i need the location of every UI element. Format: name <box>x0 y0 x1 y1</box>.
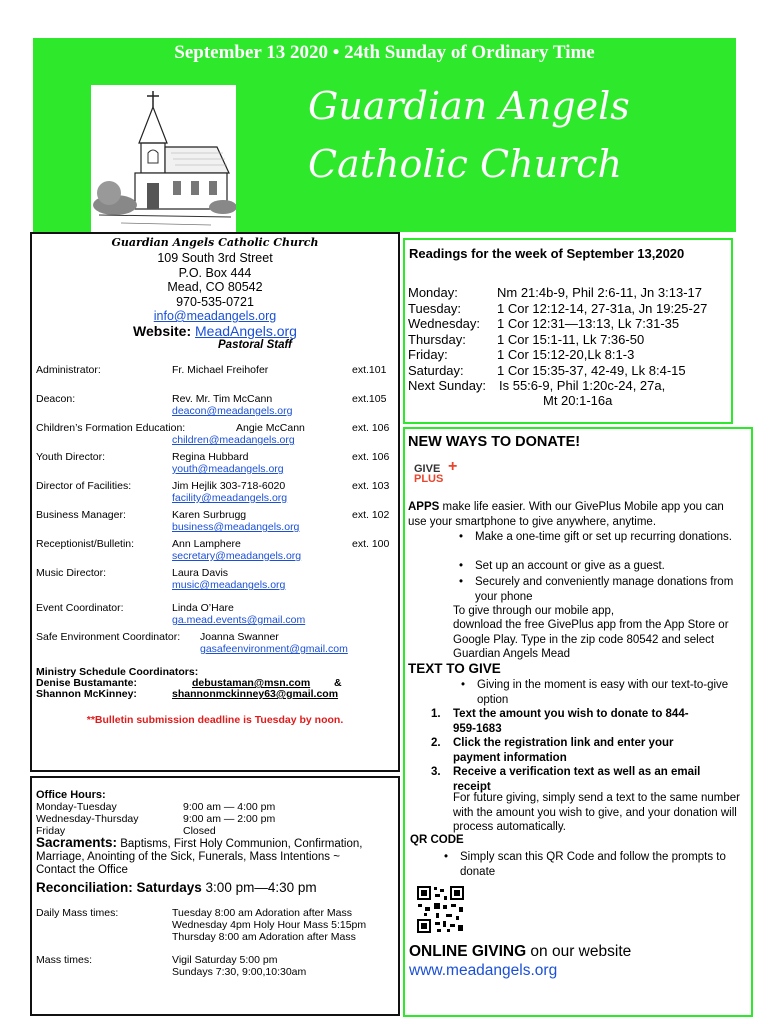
office-hours-heading: Office Hours: <box>36 789 106 801</box>
mass-time-line: Vigil Saturday 5:00 pm <box>172 954 278 966</box>
reconciliation-line <box>36 880 317 895</box>
website-link[interactable]: MeadAngels.org <box>195 323 297 339</box>
bulletin-deadline: **Bulletin submission deadline is Tuesday by noon. <box>86 714 344 726</box>
staff-name: Fr. Michael Freihofer <box>172 364 269 376</box>
staff-ext: ext. 100 <box>352 538 390 550</box>
online-giving-line <box>409 943 631 961</box>
coordinator-name: Denise Bustamante: <box>36 677 137 689</box>
app-bullet: • Make a one-time gift or set up recurring donations. <box>475 530 740 545</box>
staff-role: Children’s Formation Education: <box>36 422 186 434</box>
staff-email[interactable]: facility@meadangels.org <box>172 492 288 504</box>
sacraments-label: Sacraments: <box>36 835 118 850</box>
step-number: 1. <box>431 708 441 720</box>
reading-text: 1 Cor 15:1-11, Lk 7:36-50 <box>497 331 645 347</box>
daily-mass-line: Wednesday 4pm Holy Hour Mass 5:15pm <box>172 919 367 931</box>
phone-number: 970-535-0721 <box>176 294 254 309</box>
coordinator-email[interactable]: shannonmckinney63@gmail.com <box>172 688 339 700</box>
address-block <box>30 251 400 324</box>
reading-text: Is 55:6-9, Phil 1:20c-24, 27a, <box>499 378 666 393</box>
website-url-link[interactable]: www.meadangels.org <box>409 962 558 979</box>
text-bullet: • Giving in the moment is easy with our text-to-give option <box>477 678 737 707</box>
mass-times-label: Mass times: <box>36 954 93 966</box>
future-giving-text: For future giving, simply send a text to the same number with the amount you wish to give, and your donation will process automatically. <box>453 792 740 833</box>
apps-paragraph <box>408 500 743 529</box>
church-sketch-image <box>91 85 236 233</box>
reading-day: Friday: <box>408 347 448 362</box>
text-to-give-heading: TEXT TO GIVE <box>408 661 501 676</box>
apps-label: APPS <box>408 501 440 513</box>
staff-email[interactable]: secretary@meadangels.org <box>172 550 302 562</box>
staff-ext: ext.101 <box>352 364 387 376</box>
staff-name: Rev. Mr. Tim McCann <box>172 393 273 405</box>
staff-ext: ext. 106 <box>352 451 390 463</box>
staff-name: Regina Hubbard <box>172 451 249 463</box>
readings-days <box>408 285 480 378</box>
reading-text-cont: Mt 20:1-16a <box>543 393 613 408</box>
reading-day: Tuesday: <box>408 300 461 316</box>
office-day: Wednesday-Thursday <box>36 813 139 825</box>
office-hour: Closed <box>183 825 216 837</box>
reading-day: Next Sunday: <box>408 378 487 393</box>
street-address: 109 South 3rd Street <box>157 251 273 265</box>
online-giving-text: on our website <box>526 943 632 960</box>
reconciliation-day: : Saturdays <box>128 880 202 895</box>
office-hours <box>183 801 275 837</box>
staff-ext: ext.105 <box>352 393 387 405</box>
date-line: September 13 2020 • 24th Sunday of Ordinary Time <box>174 42 595 63</box>
staff-email[interactable]: children@meadangels.org <box>172 434 295 446</box>
reading-day: Thursday: <box>408 331 466 347</box>
staff-role: Deacon: <box>36 393 76 405</box>
giveplus-logo <box>414 458 458 485</box>
ampersand: & <box>334 677 342 689</box>
daily-mass-line: Tuesday 8:00 am Adoration after Mass <box>172 907 352 919</box>
online-giving-label: ONLINE GIVING <box>409 943 527 960</box>
app-instructions-2: download the free GivePlus app from the App Store or Google Play. Type in the zip code 80542 and select Guardian Angels Mead <box>453 619 729 660</box>
reading-text: 1 Cor 15:12-20,Lk 8:1-3 <box>497 347 635 362</box>
qr-code-image[interactable] <box>416 885 465 934</box>
daily-mass-times <box>172 907 366 943</box>
step-text: Receive a verification text as well as an email receipt <box>453 766 701 793</box>
church-title-line1: Guardian Angels <box>308 84 630 128</box>
app-instructions-1: To give through our mobile app, <box>453 605 615 617</box>
reading-text: Nm 21:4b-9, Phil 2:6-11, Jn 3:13-17 <box>497 285 702 300</box>
staff-email[interactable]: deacon@meadangels.org <box>172 405 293 417</box>
staff-name: Linda O’Hare <box>172 602 234 614</box>
apps-text: make life easier. With our GivePlus Mobile app you can use your smartphone to give anywhere, anytime. <box>408 501 724 528</box>
qr-bullet: • Simply scan this QR Code and follow the prompts to donate <box>460 850 745 879</box>
staff-role: Music Director: <box>36 567 107 579</box>
city-state-zip: Mead, CO 80542 <box>167 280 263 294</box>
reading-day: Monday: <box>408 285 458 300</box>
staff-role: Business Manager: <box>36 509 126 521</box>
sacraments-paragraph <box>36 836 376 877</box>
coordinator-email[interactable]: debustaman@msn.com <box>192 677 311 689</box>
office-day: Monday-Tuesday <box>36 801 117 813</box>
staff-ext: ext. 102 <box>352 509 390 521</box>
staff-ext: ext. 103 <box>352 480 390 492</box>
mass-times <box>172 954 306 978</box>
coordinator-name: Shannon McKinney: <box>36 688 137 700</box>
sacraments-text: Baptisms, First Holy Communion, Confirmation, Marriage, Anointing of the Sick, Funerals, Mass Intentions ~ Contact the Office <box>36 838 363 876</box>
step-text: Text the amount you wish to donate to 844-959-1683 <box>453 708 689 735</box>
header-banner <box>33 38 736 232</box>
staff-name: Ann Lamphere <box>172 538 241 550</box>
po-box: P.O. Box 444 <box>178 265 252 280</box>
staff-role: Receptionist/Bulletin: <box>36 538 135 550</box>
staff-role: Youth Director: <box>36 451 106 463</box>
qr-code-heading: QR CODE <box>410 834 464 846</box>
website-label: Website: <box>133 323 192 339</box>
staff-email[interactable]: ga.mead.events@gmail.com <box>172 614 306 626</box>
reconciliation-label: Reconciliation <box>36 880 129 895</box>
staff-email[interactable]: youth@meadangels.org <box>172 463 284 475</box>
office-hour: 9:00 am — 4:00 pm <box>183 801 276 813</box>
staff-ext: ext. 106 <box>352 422 390 434</box>
daily-mass-label: Daily Mass times: <box>36 907 119 919</box>
staff-role: Event Coordinator: <box>36 602 124 614</box>
staff-email[interactable]: gasafeenvironment@gmail.com <box>200 643 348 655</box>
staff-name: Joanna Swanner <box>200 631 279 643</box>
office-hour: 9:00 am — 2:00 pm <box>183 813 276 825</box>
pastoral-staff-heading: Pastoral Staff <box>218 339 292 351</box>
church-name-small: Guardian Angels Catholic Church <box>111 236 319 249</box>
email-link[interactable]: info@meadangels.org <box>153 309 277 323</box>
staff-name: Karen Surbrugg <box>172 509 247 521</box>
staff-role: Safe Environment Coordinator: <box>36 631 181 643</box>
office-days <box>36 801 139 837</box>
staff-role: Administrator: <box>36 364 101 376</box>
giveplus-plus-icon: + <box>448 458 458 475</box>
staff-name: Angie McCann <box>236 422 305 434</box>
reading-day: Saturday: <box>408 362 464 378</box>
step-text: Click the registration link and enter your payment information <box>453 737 674 764</box>
readings-heading: Readings for the week of September 13,2020 <box>409 246 685 261</box>
daily-mass-line: Thursday 8:00 am Adoration after Mass <box>172 931 356 943</box>
donate-heading: NEW WAYS TO DONATE! <box>408 434 581 450</box>
reading-text: 1 Cor 12:12-14, 27-31a, Jn 19:25-27 <box>497 300 708 316</box>
reading-text: 1 Cor 12:31—13:13, Lk 7:31-35 <box>497 316 680 331</box>
mass-time-line: Sundays 7:30, 9:00,10:30am <box>172 966 307 978</box>
office-day: Friday <box>36 825 66 837</box>
church-title-line2: Catholic Church <box>308 142 622 186</box>
readings-texts <box>497 285 707 378</box>
reading-day: Wednesday: <box>408 316 481 331</box>
website-line <box>30 323 400 339</box>
staff-email[interactable]: business@meadangels.org <box>172 521 300 533</box>
giveplus-logo-line1: GIVE <box>414 463 441 475</box>
staff-name: Laura Davis <box>172 567 229 579</box>
ministry-heading: Ministry Schedule Coordinators: <box>36 666 199 678</box>
step-number: 3. <box>431 766 441 778</box>
staff-name: Jim Hejlik 303-718-6020 <box>172 480 286 492</box>
app-bullet: • Securely and conveniently manage donations from your phone <box>475 575 740 604</box>
reading-text: 1 Cor 15:35-37, 42-49, Lk 8:4-15 <box>497 362 686 378</box>
reconciliation-time: 3:00 pm—4:30 pm <box>201 880 317 895</box>
step-number: 2. <box>431 737 441 749</box>
app-bullet: • Set up an account or give as a guest. <box>475 559 740 574</box>
staff-email[interactable]: music@meadangels.org <box>172 579 286 591</box>
staff-role: Director of Facilities: <box>36 480 132 492</box>
giveplus-logo-line2: PLUS <box>414 473 444 485</box>
